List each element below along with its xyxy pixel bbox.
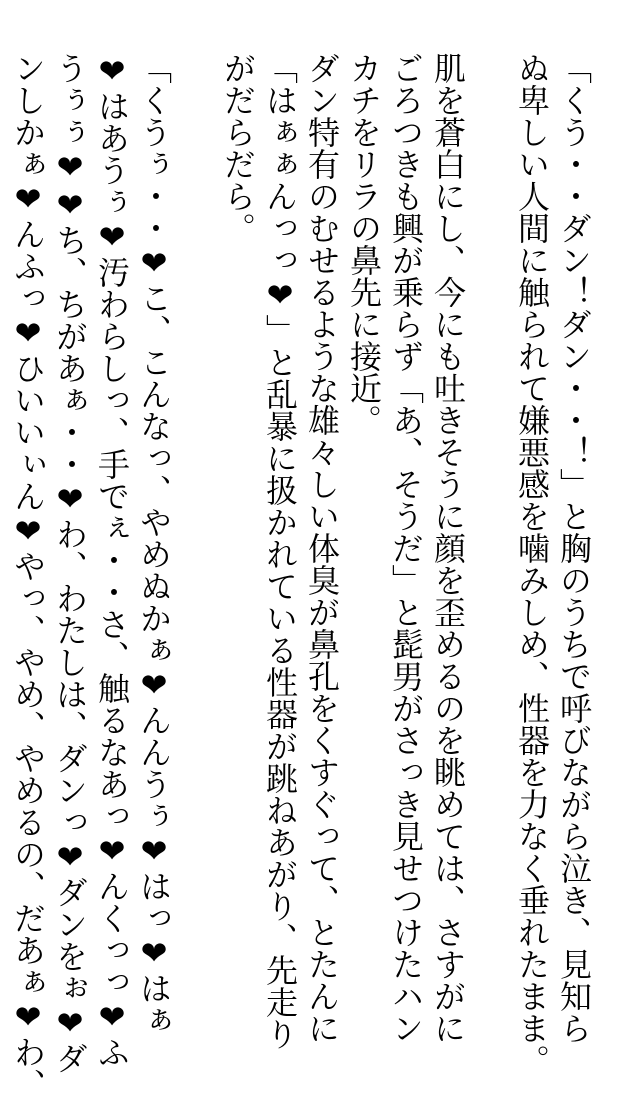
text-line-7: 「はぁぁんっっ❤」と乱暴に扱かれている性器が跳ねあがり、先走り: [261, 52, 299, 1050]
text-line-8: がだらだら。: [219, 52, 257, 244]
text-line-9: 「くうぅ・・❤こ、こんなっ、やめぬかぁ❤んんうぅ❤はっ❤はぁ: [135, 52, 173, 1036]
blank-line: [175, 52, 217, 882]
text-line-11: うぅぅ❤❤ち、ちがあぁ・・❤わ、わたしは、ダンっ❤ダンをぉ❤ダ: [51, 52, 89, 1074]
vertical-text-block: [7, 52, 595, 1100]
text-line-6: ダン特有のむせるような雄々しい体臭が鼻孔をくすぐって、とたんに: [303, 52, 341, 1044]
text-line-3: 肌を蒼白にし、今にも吐きそうに顔を歪めるのを眺めては、さすがに: [429, 52, 467, 1044]
blank-line: [469, 52, 511, 882]
text-line-10: ❤はあうぅ❤汚わらしっ、手でぇ・・さ、触るなあっ❤んくっっ❤ふ: [93, 52, 131, 1068]
text-line-5: カチをリラの鼻先に接近。: [345, 52, 383, 436]
text-line-12: ンしかぁ❤んふっ❤ひいいぃん❤やっ、やめ、やめるの、だあぁ❤わ、: [9, 52, 47, 1100]
text-line-1: 「くう・・ダン！ダン・・！」と胸のうちで呼びながら泣き、見知ら: [555, 52, 593, 1044]
text-line-2: ぬ卑しい人間に触られて嫌悪感を噛みしめ、性器を力なく垂れたまま。: [513, 52, 551, 1076]
text-line-4: ごろつきも興が乗らず「あ、そうだ」と髭男がさっき見せつけたハン: [387, 52, 425, 1044]
